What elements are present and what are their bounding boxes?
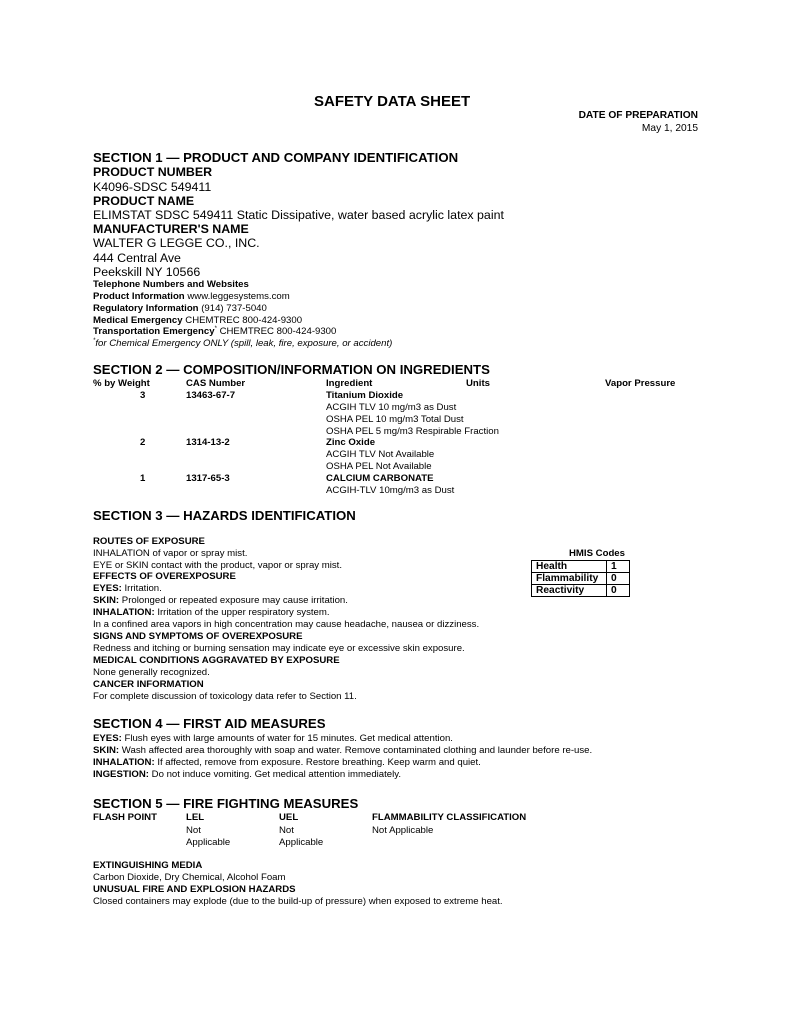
uel-value: Not	[279, 825, 294, 836]
effect-text: Prolonged or repeated exposure may cause irritation.	[121, 595, 348, 606]
manufacturer-line: WALTER G LEGGE CO., INC.	[93, 236, 260, 250]
contact-label: Transportation Emergency	[93, 326, 215, 337]
first-aid-text: Wash affected area thoroughly with soap and water. Remove contaminated clothing and launder before re-use.	[121, 745, 593, 756]
extinguishing-label: EXTINGUISHING MEDIA	[93, 860, 203, 871]
column-header-vapor-pressure: Vapor Pressure	[605, 378, 676, 389]
ingredient-detail: ACGIH TLV 10 mg/m3 as Dust	[326, 402, 457, 413]
hmis-row	[532, 561, 630, 573]
section-3-heading: SECTION 3 — HAZARDS IDENTIFICATION	[93, 508, 356, 523]
ingredient-detail: ACGIH TLV Not Available	[326, 449, 435, 460]
effect-label: INHALATION:	[93, 607, 155, 618]
table-cell-weight: 2	[140, 437, 146, 448]
column-header-cas: CAS Number	[186, 378, 246, 389]
first-aid-label: EYES:	[93, 733, 122, 744]
contact-label: Medical Emergency	[93, 315, 183, 326]
hmis-row	[532, 573, 630, 585]
ingredient-detail: ACGIH-TLV 10mg/m3 as Dust	[326, 485, 455, 496]
cancer-text: For complete discussion of toxicology data refer to Section 11.	[93, 691, 357, 702]
signs-text: Redness and itching or burning sensation may indicate eye or excessive skin exposure.	[93, 643, 465, 654]
first-aid-label: SKIN:	[93, 745, 120, 756]
unusual-hazards-label: UNUSUAL FIRE AND EXPLOSION HAZARDS	[93, 884, 296, 895]
table-cell-weight: 3	[140, 390, 146, 401]
hmis-table	[531, 560, 630, 597]
phones-label: Telephone Numbers and Websites	[93, 279, 249, 290]
contact-label: Product Information	[93, 291, 185, 302]
first-aid-item	[93, 757, 481, 768]
manufacturer-line: 444 Central Ave	[93, 251, 181, 265]
cancer-label: CANCER INFORMATION	[93, 679, 204, 690]
table-cell-ingredient: CALCIUM CARBONATE	[326, 473, 434, 484]
effect-text: Irritation.	[124, 583, 162, 594]
effect-label: SKIN:	[93, 595, 120, 606]
ingredient-detail: OSHA PEL 10 mg/m3 Total Dust	[326, 414, 464, 425]
first-aid-label: INHALATION:	[93, 757, 155, 768]
extinguishing-text: Carbon Dioxide, Dry Chemical, Alcohol Foam	[93, 872, 286, 883]
flammability-value: Not Applicable	[372, 825, 434, 836]
first-aid-text: Flush eyes with large amounts of water for 15 minutes. Get medical attention.	[124, 733, 453, 744]
footnote-mark: *	[214, 325, 217, 332]
section-2-heading: SECTION 2 — COMPOSITION/INFORMATION ON INGREDIENTS	[93, 362, 490, 377]
hmis-title: HMIS Codes	[569, 548, 625, 559]
contact-value: (914) 737-5040	[201, 303, 267, 314]
footnote-text: for Chemical Emergency ONLY (spill, leak, fire, exposure, or accident)	[95, 338, 393, 349]
lel-value: Not	[186, 825, 201, 836]
contact-value: CHEMTREC 800-424-9300	[219, 326, 337, 337]
page-title: SAFETY DATA SHEET	[314, 93, 471, 110]
contact-row	[93, 326, 336, 337]
manufacturer-line: Peekskill NY 10566	[93, 265, 201, 279]
uel-label: UEL	[279, 812, 299, 823]
effects-extra: In a confined area vapors in high concentration may cause headache, nausea or dizziness.	[93, 619, 480, 630]
hmis-value: 0	[607, 573, 630, 585]
section-5-heading: SECTION 5 — FIRE FIGHTING MEASURES	[93, 796, 359, 811]
manufacturer-label: MANUFACTURER'S NAME	[93, 222, 249, 236]
contact-label: Regulatory Information	[93, 303, 199, 314]
effects-label: EFFECTS OF OVEREXPOSURE	[93, 571, 236, 582]
routes-label: ROUTES OF EXPOSURE	[93, 536, 205, 547]
ingredient-detail: OSHA PEL 5 mg/m3 Respirable Fraction	[326, 426, 499, 437]
column-header-weight: % by Weight	[93, 378, 150, 389]
footnote-mark: *	[93, 337, 96, 344]
effect-line	[93, 583, 162, 594]
contact-value: CHEMTREC 800-424-9300	[185, 315, 303, 326]
hmis-label: Flammability	[532, 573, 607, 585]
column-header-units: Units	[466, 378, 490, 389]
first-aid-item	[93, 769, 401, 780]
first-aid-item	[93, 733, 453, 744]
product-number: K4096-SDSC 549411	[93, 180, 212, 194]
lel-value: Applicable	[186, 837, 231, 848]
routes-line: INHALATION of vapor or spray mist.	[93, 548, 248, 559]
hmis-label: Reactivity	[532, 585, 607, 597]
column-header-ingredient: Ingredient	[326, 378, 373, 389]
hmis-value: 1	[607, 561, 630, 573]
effect-line	[93, 607, 330, 618]
table-cell-cas: 1314-13-2	[186, 437, 230, 448]
first-aid-item	[93, 745, 592, 756]
hmis-label: Health	[532, 561, 607, 573]
flammability-label: FLAMMABILITY CLASSIFICATION	[372, 812, 527, 823]
product-name-label: PRODUCT NAME	[93, 194, 195, 208]
lel-label: LEL	[186, 812, 205, 823]
medical-label: MEDICAL CONDITIONS AGGRAVATED BY EXPOSURE	[93, 655, 340, 666]
table-cell-ingredient: Titanium Dioxide	[326, 390, 404, 401]
contact-row	[93, 303, 267, 314]
flash-point-label: FLASH POINT	[93, 812, 157, 823]
ingredient-detail: OSHA PEL Not Available	[326, 461, 432, 472]
table-cell-cas: 1317-65-3	[186, 473, 230, 484]
effect-text: Irritation of the upper respiratory system.	[157, 607, 330, 618]
section-1-heading: SECTION 1 — PRODUCT AND COMPANY IDENTIFICATION	[93, 150, 459, 165]
routes-line: EYE or SKIN contact with the product, vapor or spray mist.	[93, 560, 343, 571]
unusual-hazards-text: Closed containers may explode (due to the build-up of pressure) when exposed to extreme heat.	[93, 896, 503, 907]
effect-label: EYES:	[93, 583, 122, 594]
first-aid-label: INGESTION:	[93, 769, 149, 780]
contact-value: www.leggesystems.com	[187, 291, 290, 302]
effect-line	[93, 595, 348, 606]
contact-row	[93, 315, 302, 326]
contact-row	[93, 291, 290, 302]
product-number-label: PRODUCT NUMBER	[93, 165, 213, 179]
medical-text: None generally recognized.	[93, 667, 210, 678]
uel-value: Applicable	[279, 837, 324, 848]
table-cell-weight: 1	[140, 473, 146, 484]
hmis-row	[532, 585, 630, 597]
signs-label: SIGNS AND SYMPTOMS OF OVEREXPOSURE	[93, 631, 303, 642]
first-aid-text: If affected, remove from exposure. Restore breathing. Keep warm and quiet.	[157, 757, 481, 768]
section-4-heading: SECTION 4 — FIRST AID MEASURES	[93, 716, 326, 731]
date-label: DATE OF PREPARATION	[578, 110, 698, 121]
emergency-footnote	[93, 338, 392, 349]
product-name: ELIMSTAT SDSC 549411 Static Dissipative, water based acrylic latex paint	[93, 208, 504, 222]
table-cell-cas: 13463-67-7	[186, 390, 236, 401]
first-aid-text: Do not induce vomiting. Get medical attention immediately.	[151, 769, 402, 780]
table-cell-ingredient: Zinc Oxide	[326, 437, 376, 448]
hmis-value: 0	[607, 585, 630, 597]
date-value: May 1, 2015	[641, 123, 698, 134]
